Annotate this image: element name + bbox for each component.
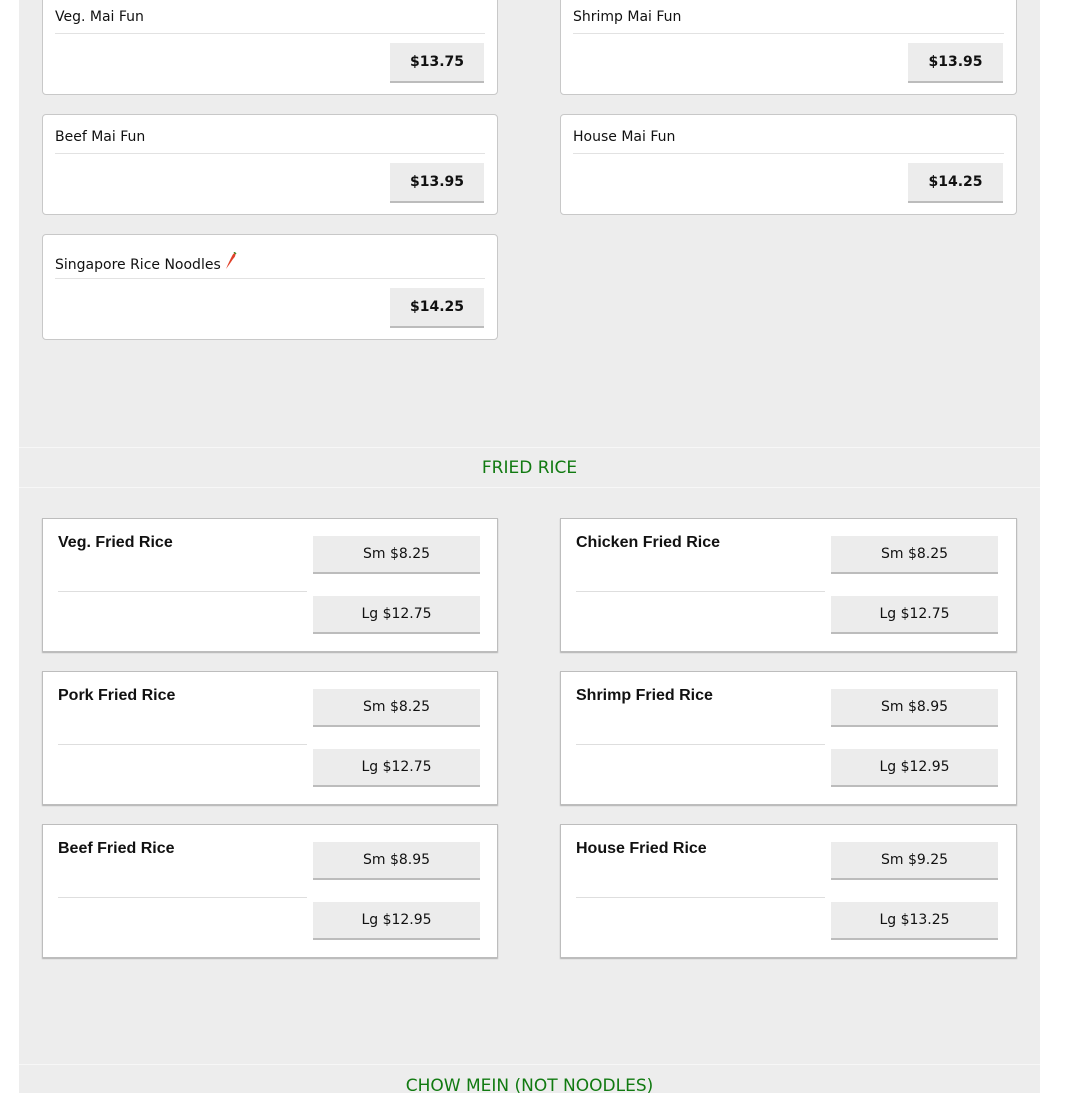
divider [573,153,1004,154]
divider [55,153,485,154]
large-price-button[interactable]: Lg $12.95 [313,902,480,940]
small-price-button[interactable]: Sm $8.95 [831,689,998,727]
large-price-button[interactable]: Lg $12.75 [313,749,480,787]
divider [55,278,485,279]
menu-item-name: Veg. Fried Rice [58,534,173,551]
menu-item-card [42,518,498,652]
divider [58,591,307,592]
divider [55,33,485,34]
price-button[interactable]: $13.75 [390,43,484,83]
small-price-button[interactable]: Sm $8.25 [313,689,480,727]
small-price-button[interactable]: Sm $8.95 [313,842,480,880]
section-header-chow-mein [19,1064,1040,1096]
small-price-button[interactable]: Sm $8.25 [831,536,998,574]
divider [58,897,307,898]
menu-item-name: Singapore Rice Noodles [55,257,221,273]
menu-item-card [560,671,1017,805]
menu-item-title [55,252,237,273]
menu-item-name: House Fried Rice [576,840,707,857]
small-price-button[interactable]: Sm $8.25 [313,536,480,574]
divider [576,744,825,745]
menu-item-card [42,824,498,958]
large-price-button[interactable]: Lg $13.25 [831,902,998,940]
menu-item-card [42,234,498,340]
menu-item-name: Shrimp Fried Rice [576,687,713,704]
menu-item-card [560,0,1017,95]
menu-item-card [42,0,498,95]
menu-item-card [560,114,1017,215]
menu-item-card [42,114,498,215]
large-price-button[interactable]: Lg $12.75 [313,596,480,634]
menu-item-name: Beef Fried Rice [58,840,175,857]
menu-item-card [560,824,1017,958]
section-title: CHOW MEIN (NOT NOODLES) [405,1076,654,1096]
menu-item-name: Beef Mai Fun [55,129,146,145]
section-header-fried-rice [19,447,1040,488]
menu-item-name: Pork Fried Rice [58,687,176,704]
menu-item-card [560,518,1017,652]
small-price-button[interactable]: Sm $9.25 [831,842,998,880]
divider [576,591,825,592]
price-button[interactable]: $13.95 [908,43,1003,83]
divider [58,744,307,745]
menu-item-card [42,671,498,805]
section-title: FRIED RICE [481,458,578,478]
menu-item-name: Chicken Fried Rice [576,534,721,551]
menu-item-name: Veg. Mai Fun [55,9,144,25]
divider [573,33,1004,34]
chili-pepper-icon [225,252,237,270]
large-price-button[interactable]: Lg $12.75 [831,596,998,634]
divider [576,897,825,898]
menu-item-name: House Mai Fun [573,129,676,145]
menu-item-name: Shrimp Mai Fun [573,9,682,25]
price-button[interactable]: $13.95 [390,163,484,203]
large-price-button[interactable]: Lg $12.95 [831,749,998,787]
price-button[interactable]: $14.25 [390,288,484,328]
price-button[interactable]: $14.25 [908,163,1003,203]
